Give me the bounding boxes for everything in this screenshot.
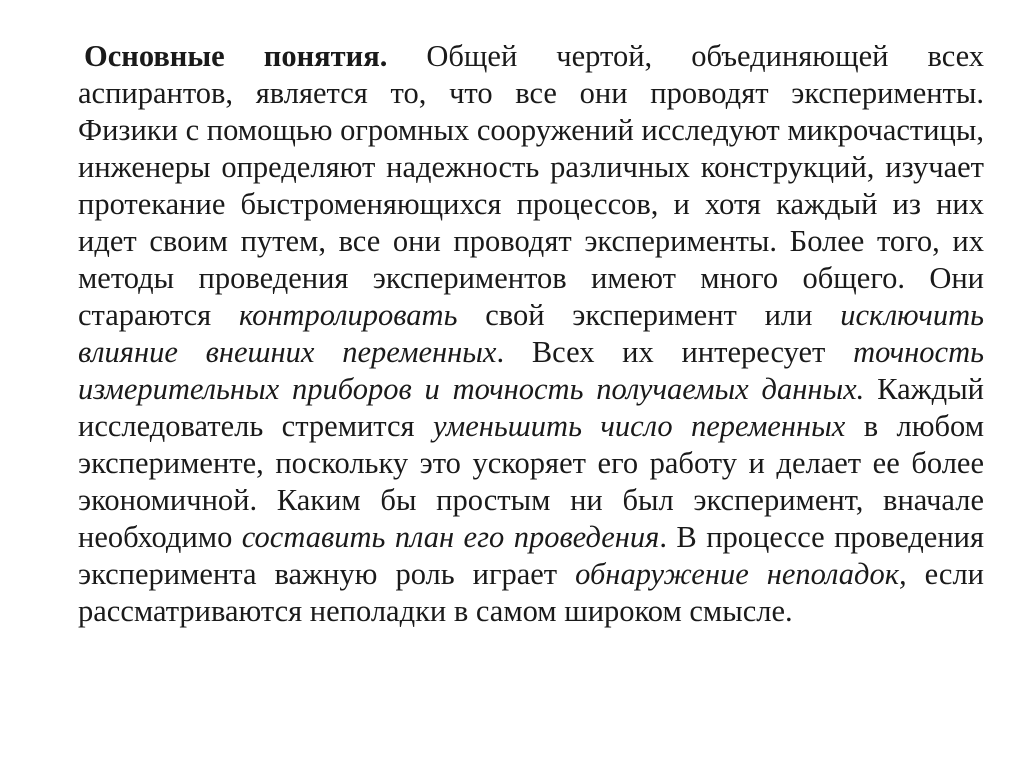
text-run: Общей чертой, объединяющей всех аспирантов, является то, что все они проводят эксперименты. Физики с помощью огромных сооружений исследуют микрочастицы, инженеры определяют надежность различных конструкций, изучает протекание быстроменяющихся процессов, и хотя каждый из них идет своим путем, все они проводят эксперименты. Более того, их методы проведения экспериментов имеют много общего. Они стараются [78, 39, 984, 332]
text-run: если рассматриваются неполадки в самом широком смысле. [78, 557, 984, 628]
emphasis-reduce-variables: уменьшить число переменных [432, 409, 846, 443]
heading-term-basic-concepts: Основные понятия. [84, 39, 388, 73]
text-run: в любом эксперименте, поскольку это ускоряет его работу и делает ее более экономичной. Каким бы простым ни был эксперимент, вначале необходимо [78, 409, 984, 554]
emphasis-accuracy: точность измерительных приборов и точность получаемых данных. [78, 335, 984, 406]
body-paragraph [78, 38, 984, 630]
emphasis-control: контролировать [238, 298, 458, 332]
emphasis-exclude-external-variables: исключить влияние внешних переменных [78, 298, 984, 369]
text-run: свой эксперимент или [457, 298, 841, 332]
emphasis-detect-faults: обнаружение неполадок, [575, 557, 907, 591]
emphasis-make-plan: составить план его проведения [241, 520, 660, 554]
text-run: . В процессе проведения эксперимента важную роль играет [78, 520, 984, 591]
text-run: Каждый исследователь стремится [78, 372, 985, 443]
text-run: . Всех их интересует [496, 335, 854, 369]
